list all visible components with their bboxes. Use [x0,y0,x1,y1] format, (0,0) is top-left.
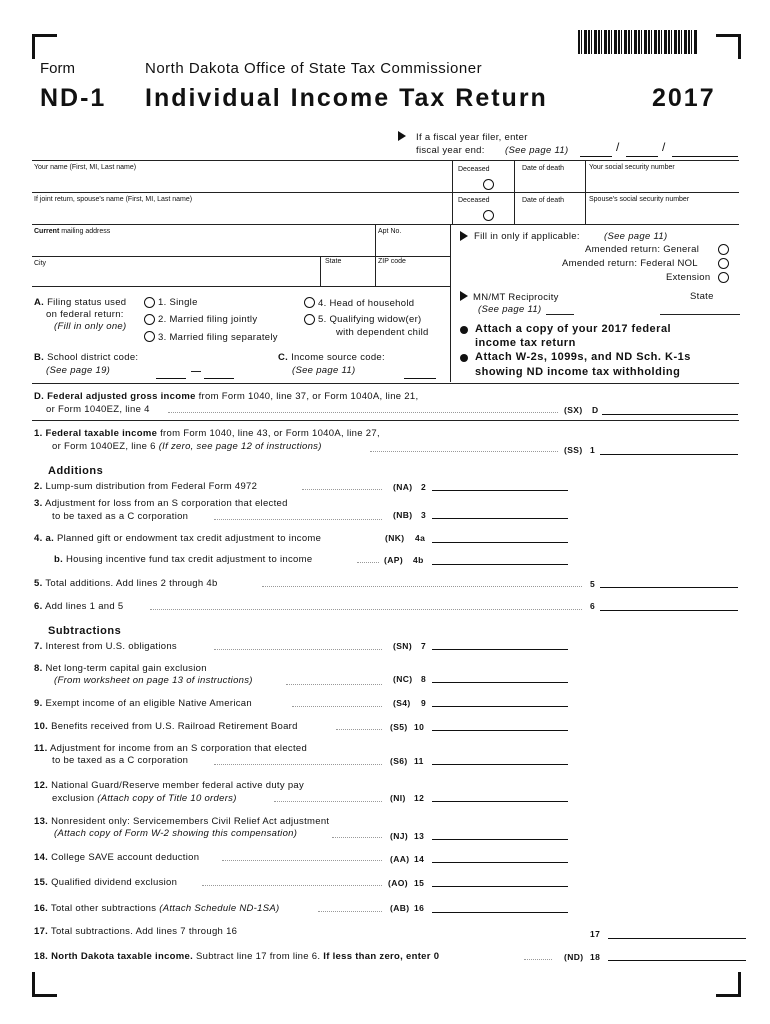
line-d-code: (SX) [564,405,583,415]
arrow-icon [460,291,468,301]
line-4a-ref: 4a [415,533,426,543]
fiscal-day-field[interactable] [626,144,658,157]
l3-text: Adjustment for loss from an S corporation that elected [44,498,288,509]
line-2-ref: 2 [421,482,427,492]
line-18-ref: 18 [590,952,601,962]
line-4a-amount[interactable] [432,530,568,543]
l10-num: 10. [34,721,49,732]
l1-bold: Federal taxable income [45,428,158,439]
subtractions-heading: Subtractions [48,625,122,637]
head-of-household-label: 4. Head of household [318,298,415,309]
married-separately-label: 3. Married filing separately [158,332,278,343]
form-title: Individual Income Tax Return [145,84,548,112]
line-17-ref: 17 [590,929,601,939]
line-11-label [34,743,307,754]
apt-field[interactable]: Apt No. [378,228,402,235]
grid-line [32,383,739,384]
mailing-address-label: mailing address [59,228,111,235]
line-4b-amount[interactable] [432,552,568,565]
l3-num: 3. [34,498,43,509]
l8-num: 8. [34,663,43,674]
leader-dots [202,877,382,886]
leader-dots [318,903,382,912]
additions-heading: Additions [48,465,104,477]
date-slash: / [662,140,666,154]
line-8-amount[interactable] [432,670,568,683]
l15-text: Qualified dividend exclusion [51,877,178,888]
line-13-label [34,816,329,827]
crop-mark-top-right [716,34,741,59]
line-5-amount[interactable] [600,575,738,588]
l14-text: College SAVE account deduction [51,852,200,863]
line-2-amount[interactable] [432,478,568,491]
grid-line [320,256,321,286]
line-10-label [34,721,298,732]
line-18-code: (ND) [564,952,584,962]
income-source-label [278,352,385,363]
city-field[interactable]: City [34,260,47,267]
deceased-label: Deceased [458,166,490,173]
qualifying-widow-radio[interactable] [304,314,315,325]
mnmt-state-field[interactable] [660,314,740,315]
crop-mark-bottom-left [32,972,57,997]
l1-italic: (If zero, see page 12 of instructions) [158,441,322,452]
l9-num: 9. [34,698,43,709]
married-separately-radio[interactable] [144,331,155,342]
line-3-ref: 3 [421,510,427,520]
line-8-code: (NC) [393,674,413,684]
form-label: Form [40,60,75,77]
line-d-ref: D [592,405,599,415]
line-1-ref: 1 [590,445,596,455]
mnmt-state-label: State [690,291,714,302]
line-4b-ref: 4b [413,555,424,565]
barcode [578,30,698,54]
deceased-radio[interactable] [483,179,494,190]
spouse-name-field[interactable]: If joint return, spouse's name (First, MI, Last name) [34,196,193,203]
crop-mark-top-left [32,34,57,59]
qualifying-widow-label: 5. Qualifying widow(er) [318,314,422,325]
spouse-deceased-label: Deceased [458,197,490,204]
head-of-household-radio[interactable] [304,297,315,308]
grid-line [450,286,451,382]
line-9-label [34,698,252,709]
line-13-text2: (Attach copy of Form W-2 showing this compensation) [54,828,298,839]
l4a-sub: a. [45,533,55,544]
line-18-amount[interactable] [608,948,746,961]
line-11-text2: to be taxed as a C corporation [52,755,189,766]
line-1-amount[interactable] [600,442,738,455]
line-12-code: (NI) [390,793,406,803]
date-slash: / [616,140,620,154]
l7-text: Interest from U.S. obligations [45,641,177,652]
line-11-code: (S6) [390,756,408,766]
your-name-field[interactable]: Your name (First, MI, Last name) [34,164,137,171]
d-text: from Form 1040, line 37, or Form 1040A, line 21, [195,391,419,402]
dash [191,371,201,372]
attach-return-note2: income tax return [475,337,576,349]
line-17-amount[interactable] [608,926,746,939]
line-14-amount[interactable] [432,850,568,863]
fiscal-month-field[interactable] [580,144,612,157]
l2-text: Lump-sum distribution from Federal Form 4972 [45,481,258,492]
spouse-date-of-death-field[interactable]: Date of death [522,197,565,204]
l16-text: Total other subtractions [50,903,157,914]
l12-italic: (Attach copy of Title 10 orders) [97,793,237,804]
l10-text: Benefits received from U.S. Railroad Retirement Board [51,721,298,732]
leader-dots [302,481,382,490]
line-6-ref: 6 [590,601,596,611]
zip-field[interactable]: ZIP code [378,258,406,265]
single-radio[interactable] [144,297,155,308]
arrow-icon [460,231,468,241]
leader-dots [524,951,552,960]
line-15-label [34,877,177,888]
leader-dots [168,404,558,413]
line-11-ref: 11 [414,756,424,766]
grid-line [32,420,739,421]
line-10-ref: 10 [414,722,425,732]
married-jointly-radio[interactable] [144,314,155,325]
crop-mark-bottom-right [716,972,741,997]
grid-line [32,160,739,161]
amended-nol-label: Amended return: Federal NOL [562,258,698,269]
l4a-text: Planned gift or endowment tax credit adjustment to income [56,533,322,544]
line-7-amount[interactable] [432,637,568,650]
line-14-code: (AA) [390,854,410,864]
leader-dots [262,578,582,587]
grid-line [450,224,451,286]
ssn-field[interactable]: Your social security number [589,164,675,171]
grid-line [32,256,450,257]
line-16-amount[interactable] [432,900,568,913]
line-18-label [34,951,439,962]
line-5-ref: 5 [590,579,596,589]
line-12-label [34,780,304,791]
line-7-label [34,641,177,652]
attach-w2-note2: showing ND income tax withholding [475,366,681,378]
leader-dots [286,676,382,685]
fill-see: (See page 11) [604,231,668,242]
line-7-code: (SN) [393,641,413,651]
attach-return-note: Attach a copy of your 2017 federal [475,323,672,335]
mailing-address-field[interactable] [34,228,110,235]
grid-line [32,286,450,287]
line-6-amount[interactable] [600,598,738,611]
line-3-text2: to be taxed as a C corporation [52,511,189,522]
line-d-text2: or Form 1040EZ, line 4 [46,404,150,415]
school-district-see: (See page 19) [46,365,111,376]
line-4b-label [54,554,312,565]
d-num: D. [34,391,45,402]
l18-text: Subtract line 17 from line 6. [193,951,321,962]
line-4a-label [34,533,321,544]
l5-text: Total additions. Add lines 2 through 4b [45,578,218,589]
leader-dots [292,698,382,707]
line-11-amount[interactable] [432,752,568,765]
l14-num: 14. [34,852,49,863]
grid-line [32,224,739,225]
grid-line [375,224,376,286]
line-15-amount[interactable] [432,874,568,887]
line-8-text2: (From worksheet on page 13 of instructions) [54,675,253,686]
l1-num: 1. [34,428,43,439]
leader-dots [357,554,379,563]
b-text: School district code: [47,352,139,363]
line-3-amount[interactable] [432,506,568,519]
state-field[interactable]: State [325,258,342,265]
b-label: B. [34,352,45,363]
filing-status-text2: on federal return: [46,309,124,320]
amended-general-radio[interactable] [718,244,729,255]
mnmt-see: (See page 11) [478,304,542,315]
line-16-code: (AB) [390,903,410,913]
line-15-ref: 15 [414,878,425,888]
l17-num: 17. [34,926,49,937]
current-label: Current [34,228,60,235]
line-13-amount[interactable] [432,827,568,840]
tax-year: 2017 [652,84,716,112]
line-12-text2 [52,793,237,804]
bullet-icon [460,326,468,334]
l7-num: 7. [34,641,43,652]
line-8-ref: 8 [421,674,427,684]
school-district-field-1[interactable] [156,366,186,379]
line-12-amount[interactable] [432,789,568,802]
l2-num: 2. [34,481,43,492]
c-label: C. [278,352,289,363]
line-d-label [34,391,418,402]
fiscal-line1: If a fiscal year filer, enter [416,132,528,143]
a-label: A. [34,297,45,308]
l16-num: 16. [34,903,49,914]
line-12-ref: 12 [414,793,425,803]
extension-radio[interactable] [718,272,729,283]
mnmt-field[interactable] [546,314,574,315]
line-8-label [34,663,207,674]
amended-nol-radio[interactable] [718,258,729,269]
l11-text: Adjustment for income from an S corporation that elected [50,743,308,754]
fiscal-line2: fiscal year end: [416,145,485,156]
d-bold: Federal adjusted gross income [47,391,196,402]
l4-num: 4. [34,533,43,544]
school-district-field-2[interactable] [204,366,234,379]
line-6-label [34,601,123,612]
mnmt-label: MN/MT Reciprocity [473,292,559,303]
line-13-ref: 13 [414,831,425,841]
agency-name: North Dakota Office of State Tax Commissioner [145,60,483,77]
line-13-code: (NJ) [390,831,409,841]
l4b-sub: b. [54,554,64,565]
l13-num: 13. [34,816,49,827]
l8-text: Net long-term capital gain exclusion [45,663,207,674]
grid-line [452,160,453,224]
income-source-field[interactable] [404,366,436,379]
line-14-ref: 14 [414,854,425,864]
line-9-ref: 9 [421,698,427,708]
l17-text: Total subtractions. Add lines 7 through 16 [50,926,238,937]
leader-dots [150,601,582,610]
l4b-text: Housing incentive fund tax credit adjustment to income [66,554,313,565]
grid-line [585,160,586,224]
line-3-code: (NB) [393,510,413,520]
line-15-code: (AO) [388,878,409,888]
l13-text: Nonresident only: Servicemembers Civil Relief Act adjustment [51,816,330,827]
l15-num: 15. [34,877,49,888]
line-5-label [34,578,218,589]
line-2-label [34,481,257,492]
line-16-ref: 16 [414,903,425,913]
date-of-death-field[interactable]: Date of death [522,165,565,172]
line-1-label [34,428,380,439]
line-10-code: (S5) [390,722,408,732]
leader-dots [370,443,558,452]
l5-num: 5. [34,578,43,589]
l18-bold: North Dakota taxable income. [51,951,194,962]
l11-num: 11. [34,743,48,754]
leader-dots [336,721,382,730]
line-1-code: (SS) [564,445,583,455]
spouse-deceased-radio[interactable] [483,210,494,221]
arrow-icon [398,131,406,141]
extension-label: Extension [666,272,711,283]
bullet-icon [460,354,468,362]
l1-text2: or Form 1040EZ, line 6 [52,441,156,452]
line-9-amount[interactable] [432,694,568,707]
line-2-code: (NA) [393,482,413,492]
l12-num: 12. [34,780,49,791]
line-4a-code: (NK) [385,533,405,543]
l6-text: Add lines 1 and 5 [44,601,124,612]
amended-general-label: Amended return: General [585,244,700,255]
fiscal-see: (See page 11) [505,145,569,156]
leader-dots [332,829,382,838]
form-number: ND-1 [40,84,107,112]
leader-dots [214,756,382,765]
single-label: 1. Single [158,297,198,308]
leader-dots [214,511,382,520]
grid-line [32,192,739,193]
grid-line [514,160,515,224]
income-source-see: (See page 11) [292,365,356,376]
married-jointly-label: 2. Married filing jointly [158,314,258,325]
line-d-amount[interactable] [602,402,738,415]
school-district-label [34,352,138,363]
a-text: Filing status used [47,297,127,308]
filing-status-text3: (Fill in only one) [54,321,127,332]
l12-text: National Guard/Reserve member federal active duty pay [51,780,305,791]
l6-num: 6. [34,601,43,612]
fiscal-year-field[interactable] [672,144,738,157]
l18-num: 18. [34,951,49,962]
line-9-code: (S4) [393,698,411,708]
line-7-ref: 7 [421,641,427,651]
l16-italic: (Attach Schedule ND-1SA) [159,903,280,914]
l1-text: from Form 1040, line 43, or Form 1040A, line 27, [157,428,380,439]
leader-dots [222,852,382,861]
l18-bold2: If less than zero, enter 0 [320,951,440,962]
qualifying-widow-label2: with dependent child [336,327,429,338]
c-text: Income source code: [291,352,385,363]
l12-text2: exclusion [52,793,95,804]
line-10-amount[interactable] [432,718,568,731]
leader-dots [274,793,382,802]
line-17-label [34,926,237,937]
leader-dots [214,641,382,650]
line-16-label [34,903,279,914]
spouse-ssn-field[interactable]: Spouse's social security number [589,196,690,203]
line-4b-code: (AP) [384,555,404,565]
l9-text: Exempt income of an eligible Native American [45,698,252,709]
line-14-label [34,852,199,863]
line-1-text2 [52,441,322,452]
fill-if-label: Fill in only if applicable: [474,231,580,242]
filing-status-label [34,297,126,308]
line-3-label [34,498,288,509]
attach-w2-note: Attach W-2s, 1099s, and ND Sch. K-1s [475,351,691,363]
